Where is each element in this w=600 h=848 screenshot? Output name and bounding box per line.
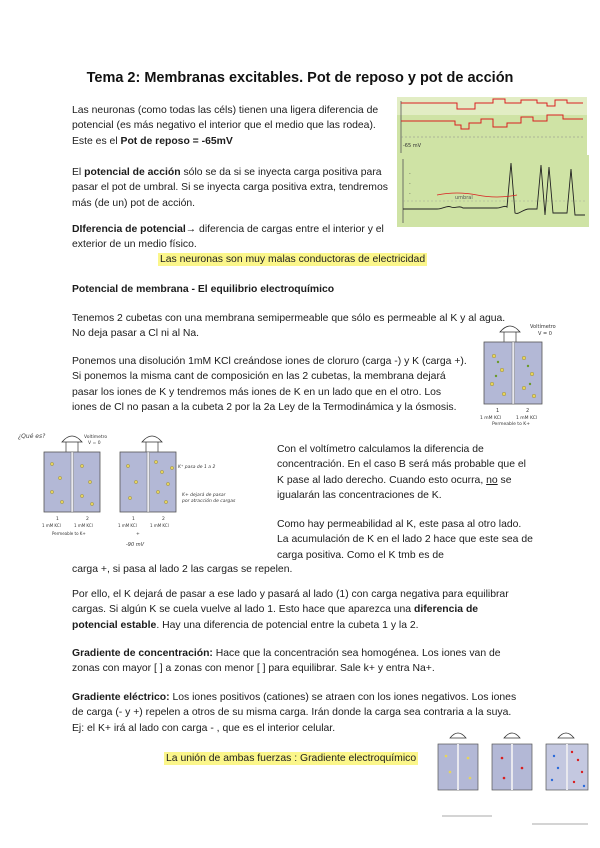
cubeta-b-num-1: 1: [132, 517, 135, 522]
cubeta-diagram-right: [466, 318, 594, 426]
cubeta-a-num-2: 2: [86, 517, 89, 522]
equilibrio-paragraph: [72, 587, 524, 633]
cubeta-b-note: K⁺ pasa de 1 a 2: [178, 465, 216, 470]
cubeta-a-num-1: 1: [56, 517, 59, 522]
svg-text:-: -: [409, 172, 411, 177]
graph-top-label: -65 mV: [403, 143, 422, 149]
cubeta-diagrams-left: [16, 428, 266, 556]
cubeta-a-conc-2: 1 mM KCl: [74, 523, 93, 528]
voltage-label-a: V = 0: [88, 441, 101, 446]
graph-bottom-area: [397, 155, 589, 227]
gradiente-conc-text: Hace que la concentración sea homogénea. Los iones van de zonas con mayor [ ] a zonas con menor [ ] para equilibrar. Sale k+ y entra Na+.: [72, 648, 501, 675]
voltage-label-right: V = 0: [538, 331, 552, 337]
voltmeter-label-a: Voltímetro: [84, 435, 108, 440]
cubeta-right-conc-2: 1 mM KCl: [516, 416, 538, 421]
highlight-1-text: Las neuronas son muy malas conductoras de electricidad: [160, 254, 426, 265]
equilibrio-text-2: . Hay una diferencia de potencial entre la cubeta 1 y la 2.: [156, 619, 419, 631]
svg-text:-: -: [409, 192, 411, 197]
permeabilidad-paragraph-1: Como hay permeabilidad al K, este pasa al otro lado. La acumulación de K en el lado 2 hace que este sea de carga positiva. Como el K tmb es de: [277, 519, 533, 561]
accion-text-2: sólo se da si se inyecta carga positiva para pasar el pot de umbral. Si se inyecta carga positiva extra, tendremos más (de un) pot de acción.: [72, 167, 388, 209]
graph-bottom-label: umbral: [455, 195, 473, 201]
gradiente-elec-bold: Gradiente eléctrico:: [72, 692, 170, 703]
voltimetro-text-1: Con el voltímetro calculamos la diferencia de concentración. En el caso B será más probable que el K pase al lado derecho. Cuando esto ocurra,: [277, 444, 526, 486]
intro-paragraph: [72, 103, 390, 149]
cubeta-right-num-1: 1: [496, 408, 500, 414]
disolucion-paragraph: Ponemos una disolución 1mM KCl creándose iones de cloruro (carga -) y K (carga +). Si ponemos la misma cant de composición en las 2 cubetas, la membrana dejará pasar los iones de K y tendremos más iones de K en un lado que en el otro. Los iones de Cl no pasan a la cubeta 2 por la 2a Ley de la Termodinámica y la ósmosis.: [72, 356, 467, 413]
cubeta-right-num-2: 2: [526, 408, 530, 414]
voltimetro-underlined: no: [486, 474, 498, 486]
voltmeter-icon-b: [142, 436, 162, 442]
cubetas-paragraph: Tenemos 2 cubetas con una membrana semipermeable que sólo es permeable al K y al agua. No deja pasar a Cl ni al Na.: [72, 313, 506, 340]
handwritten-note-top: ¿Qué es?: [18, 433, 46, 440]
cubeta-b-label: -90 mV: [126, 542, 145, 548]
diferencia-bold: DIferencia de potencial: [72, 224, 186, 235]
membrane-a: [71, 452, 74, 512]
highlight-2-text: La unión de ambas fuerzas : Gradiente electroquímico: [166, 753, 417, 764]
cubeta-b-num-2: 2: [162, 517, 165, 522]
gradiente-elec-text: Los iones positivos (cationes) se atraen con los iones negativos. Los iones de carga (- y +) repelen a otros de su misma carga. Irán donde la carga sea contraria a la suya. Ej: el K+ irá al lado con carga - , que es el interior celular.: [72, 692, 517, 734]
cubeta-right-conc-1: 1 mM KCl: [480, 416, 502, 421]
resting-potential-value: Pot de reposo = -65mV: [120, 135, 233, 147]
action-potential-paragraph: [72, 165, 394, 211]
cubeta-b-perm: +: [136, 532, 140, 537]
bottom-diagram-1: [438, 733, 478, 790]
gradiente-conc-bold: Gradiente de concentración:: [72, 648, 213, 659]
cubeta-b-note-3: por atracción de cargas: [182, 499, 236, 504]
equilibrio-bold: diferencia de potencial estable: [72, 604, 479, 631]
bottom-diagram-3: [546, 733, 588, 790]
voltmeter-icon: [500, 326, 520, 332]
cubeta-a-conc-1: 1 mM KCl: [42, 523, 61, 528]
highlight-note-1: [158, 252, 427, 267]
cubeta-right-perm: Permeable to K+: [492, 422, 530, 426]
diferencia-text: → diferencia de cargas entre el interior y el exterior de un medio físico.: [72, 224, 384, 251]
membrane-right: [512, 342, 515, 404]
gradiente-concentracion-paragraph: [72, 646, 522, 677]
permeabilidad-paragraph-2: carga +, si pasa al lado 2 las cargas se repelen.: [72, 564, 293, 575]
bottom-diagram-2: [492, 733, 532, 790]
voltmeter-label-right: Voltímetro: [530, 324, 556, 330]
action-potential-graph: [397, 155, 589, 227]
svg-text:-: -: [409, 182, 411, 187]
membrane-b: [147, 452, 150, 512]
cubeta-b-note-2: K+ dejará de pasar: [182, 493, 226, 498]
equilibrio-text-1: Por ello, el K dejará de pasar a ese lado y pasará al lado (1) con carga negativa para equilibrar cargas. Si algún K se cuela vuelve al lado 1. Esto hace que aparezca una: [72, 589, 509, 616]
cubeta-a-perm: Permeable to K+: [52, 531, 86, 536]
cubeta-b-conc-1: 1 mM KCl: [118, 523, 137, 528]
diferencia-paragraph: [72, 222, 400, 253]
intro-text: Las neuronas (como todas las céls) tienen una ligera diferencia de potencial (es más negativo el interior que el medio que las rodea). Este es el: [72, 105, 379, 147]
section-heading: Potencial de membrana - El equilibrio electroquímico: [72, 284, 335, 295]
page-title: Tema 2: Membranas excitables. Pot de reposo y pot de acción: [86, 70, 514, 86]
cubeta-b-conc-2: 1 mM KCl: [150, 523, 169, 528]
accion-bold: potencial de acción: [84, 167, 181, 178]
highlight-note-2: [164, 751, 418, 766]
voltimetro-text-2: se igualarán las concentraciones de K.: [277, 474, 512, 501]
resting-potential-graph: [397, 97, 587, 155]
cubeta-diagrams-bottom: [432, 728, 594, 832]
voltmeter-icon-a: [62, 436, 82, 442]
accion-text-1: El: [72, 167, 85, 178]
voltimetro-paragraph: [277, 442, 527, 503]
